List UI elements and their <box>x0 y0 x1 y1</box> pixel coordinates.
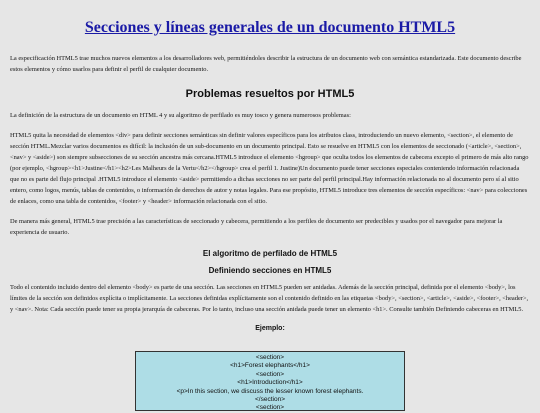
code-line: <h1>Forest elephants</h1> <box>230 362 310 370</box>
intro-paragraph: La especificación HTML5 trae muchos nuevos elementos a los desarrolladores web, permitiéndoles describir la estructura de un documento web con semántica estandarizada. Este documento describe estos elementos y cómo usarlos para definir el perfil de cualquier documento. <box>10 55 522 73</box>
html5-paragraph: HTML5 quita la necesidad de elementos <div> para definir secciones semánticas sin definir valores específicos para los atributos class, introduciendo un nuevo elemento, <section>, el elemento de sección HTML.Mezclar varios documentos es difícil: la inclusión de un sub-documento en un documento principal. Esto se resuelve en HTML5 con los elementos de seccionado (<article>, <section>, <nav> y <aside>) son siempre subsecciones de su sección ancestra más cercana.HTML5 introduce el elemento <hgroup> que oculta todos los elementos de cabecera excepto el primero de más alto rango (por ejemplo, <hgroup><h1>Justine</h1><h2>Les Malheurs de la Vertu</h2></hgroup> crea el perfil 1. Justine)Un documento puede tener secciones especiales conteniendo información relacionada que no es parte del flujo principal .HTML5 introduce el elemento <aside> permitiendo a dichas secciones no ser parte del perfil principal.Hay información relacionada no al documento pero sí al sitio entero, como logos, menús, tablas de contenidos, o información de derechos de autor y notas legales. Para ese propósito, HTML5 introduce tres elementos de sección específicos: <nav> para colecciones de enlaces, como una tabla de contenidos, <footer> y <header> información relacionada con el sitio. <box>10 132 529 205</box>
general-paragraph: De manera más general, HTML5 trae precisión a las características de seccionado y cabecera, permitiendo a los perfiles de documento ser predecibles y usados por el navegador para mejorar la experiencia de usuario. <box>10 218 503 236</box>
code-line: </section> <box>255 396 285 404</box>
content-paragraph: Todo el contenido incluido dentro del elemento <body> es parte de una sección. Las secciones en HTML5 pueden ser anidadas. Además de la sección principal, definida por el elemento <body>, los límites de la sección son definidos explícita o implícitamente. La secciones definidas explícitamente son el contenido definido en las etiquetas <body>, <section>, <article>, <aside>, <footer>, <header>, y <nav>. Nota: Cada sección puede tener su propia jerarquía de cabeceras. Por lo tanto, incluso una sección anidada puede tener un elemento <h1>. Consulte también Definiendo cabeceras en HTML5. <box>10 284 529 313</box>
code-line: <section> <box>255 354 285 361</box>
problems-heading: Problemas resueltos por HTML5 <box>185 88 355 100</box>
code-line: <p>In this section, we discuss the lesser known forest elephants. <box>176 387 364 395</box>
code-line: <h1>Introduction</h1> <box>237 379 303 387</box>
example-label: Ejemplo: <box>255 325 285 332</box>
code-line: <section> <box>255 370 285 378</box>
algorithm-heading: El algoritmo de perfilado de HTML5 <box>202 249 338 258</box>
page-title: Secciones y líneas generales de un documento HTML5 <box>84 19 456 36</box>
code-line: <section> <box>255 404 285 412</box>
defining-sections-heading: Definiendo secciones en HTML5 <box>208 266 332 275</box>
definition-paragraph: La definición de la estructura de un documento en HTML 4 y su algoritmo de perfilado es muy tosco y genera numerosos problemas: <box>10 112 351 119</box>
code-example-box <box>135 351 405 411</box>
